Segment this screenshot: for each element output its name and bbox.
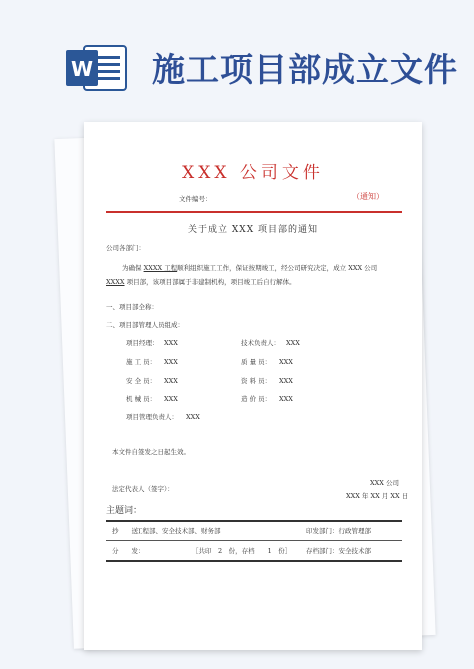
body-line-1-pre: 为确保 — [122, 264, 144, 272]
member-value: XXX — [279, 395, 293, 403]
word-logo-letter: W — [70, 57, 94, 81]
divider — [106, 560, 402, 562]
member-label: 造 价 员： — [241, 395, 272, 403]
doc-number-label: 文件编号： — [179, 195, 212, 203]
issuing-dept: 印发部门：行政管理部 — [306, 527, 371, 535]
member-value: XXX — [164, 395, 178, 403]
section-1: 一、项目部全称： — [106, 303, 158, 311]
word-icon — [66, 44, 128, 92]
notice-title: 关于成立 XXX 项目部的通知 — [188, 225, 318, 235]
issue-date: XXX 年 XX 月 XX 日 — [346, 492, 409, 500]
document-title: XXX 公司文件 — [182, 163, 324, 183]
section-2: 二、项目部管理人员组成： — [106, 321, 184, 329]
body-line-2-post: 项目部，该项目部属于非建制机构，项目竣工后自行解体。 — [124, 278, 296, 286]
doc-number-value: （通知） — [352, 192, 384, 201]
banner-title: 施工项目部成立文件 — [152, 50, 458, 89]
member-label: 质 量 员： — [241, 358, 272, 366]
dist-label: 分 发： — [112, 547, 145, 555]
greeting: 公司各部门： — [106, 244, 145, 252]
copies-count: ［共印 2 份，存档 1 份］ — [192, 547, 292, 555]
project-name: XXXX 工程 — [143, 264, 178, 272]
legal-rep-label: 法定代表人（签字）： — [112, 485, 174, 493]
member-value: XXX — [286, 339, 300, 347]
member-value: XXX — [279, 358, 293, 366]
body-line-1 — [122, 264, 377, 272]
pm-value: XXX — [186, 413, 200, 421]
theme-words-label: 主题词： — [106, 506, 143, 516]
effective-statement: 本文件自签发之日起生效。 — [112, 448, 190, 456]
member-value: XXX — [164, 358, 178, 366]
cc-label: 抄 送： — [112, 527, 145, 535]
member-value: XXX — [164, 339, 178, 347]
divider — [106, 520, 402, 522]
body-line-2 — [106, 278, 296, 286]
member-value: XXX — [164, 377, 178, 385]
divider — [106, 540, 402, 541]
document-page — [84, 122, 422, 650]
red-divider — [106, 211, 402, 213]
member-label: 机 械 员： — [126, 395, 157, 403]
cc-value: 工程部、安全技术部、财务部 — [136, 527, 221, 535]
issuing-company: XXX 公司 — [370, 479, 399, 487]
member-label: 安 全 员： — [126, 377, 157, 385]
banner — [0, 0, 474, 110]
member-label: 项目经理： — [126, 339, 159, 347]
member-label: 施 工 员： — [126, 358, 157, 366]
pm-label: 项目管理负责人： — [126, 413, 178, 421]
company-project-name: XXXX — [106, 278, 125, 286]
member-label: 技术负责人： — [241, 339, 280, 347]
member-value: XXX — [279, 377, 293, 385]
archive-dept: 存档部门：安全技术部 — [306, 547, 371, 555]
body-line-1-post: 顺利组织施工工作，保证按期竣工，经公司研究决定，成立 XXX 公司 — [177, 264, 378, 272]
member-label: 资 料 员： — [241, 377, 272, 385]
